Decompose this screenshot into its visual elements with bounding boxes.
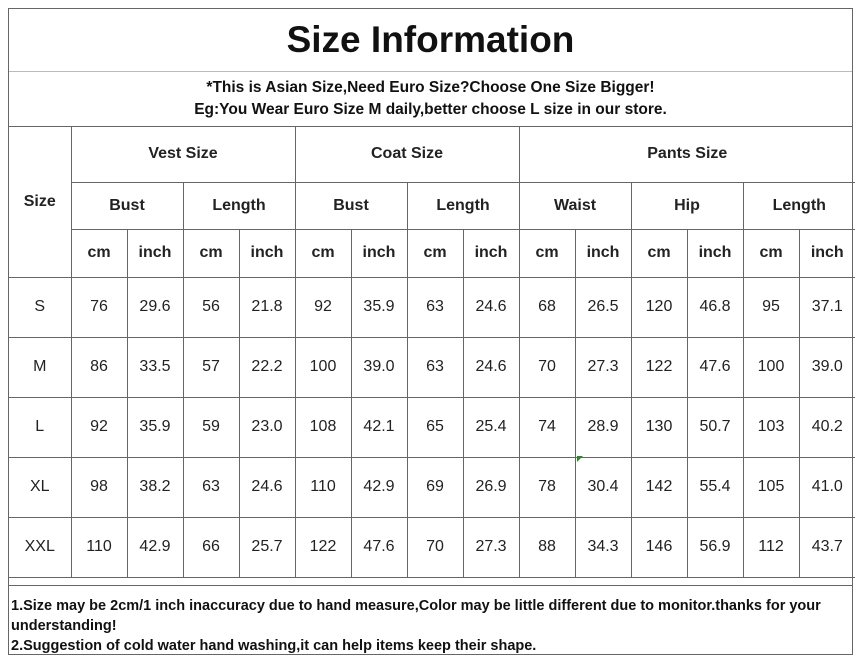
- table-cell: 47.6: [351, 517, 407, 577]
- notice-line-1: *This is Asian Size,Need Euro Size?Choose One Size Bigger!: [206, 79, 655, 96]
- table-cell: 130: [631, 397, 687, 457]
- table-cell: 22.2: [239, 337, 295, 397]
- table-cell: 122: [631, 337, 687, 397]
- table-cell: 23.0: [239, 397, 295, 457]
- table-cell: 74: [519, 397, 575, 457]
- table-cell: 39.0: [351, 337, 407, 397]
- pants-hip-header: Hip: [631, 182, 743, 229]
- unit-header: inch: [575, 229, 631, 277]
- table-cell: 42.9: [127, 517, 183, 577]
- unit-header: cm: [743, 229, 799, 277]
- unit-header: cm: [631, 229, 687, 277]
- table-cell: 46.8: [687, 277, 743, 337]
- table-cell: 42.9: [351, 457, 407, 517]
- coat-bust-header: Bust: [295, 182, 407, 229]
- table-cell: 33.5: [127, 337, 183, 397]
- table-cell: 110: [295, 457, 351, 517]
- table-cell: 24.6: [239, 457, 295, 517]
- size-column-header: Size: [9, 127, 71, 277]
- footer-note-2: 2.Suggestion of cold water hand washing,it can help items keep their shape.: [11, 638, 537, 654]
- table-cell: 120: [631, 277, 687, 337]
- vest-bust-header: Bust: [71, 182, 183, 229]
- unit-header: inch: [127, 229, 183, 277]
- unit-header: cm: [519, 229, 575, 277]
- table-cell: 26.9: [463, 457, 519, 517]
- size-notice: [9, 72, 852, 127]
- table-cell: 50.7: [687, 397, 743, 457]
- table-cell: 122: [295, 517, 351, 577]
- table-cell: 26.5: [575, 277, 631, 337]
- unit-header: inch: [799, 229, 855, 277]
- table-cell: 21.8: [239, 277, 295, 337]
- table-cell: 25.7: [239, 517, 295, 577]
- measure-header-row: [9, 182, 855, 229]
- table-cell: 34.3: [575, 517, 631, 577]
- table-cell: 69: [407, 457, 463, 517]
- table-cell: 68: [519, 277, 575, 337]
- table-cell: 112: [743, 517, 799, 577]
- table-cell: 88: [519, 517, 575, 577]
- cell-comment-marker: [577, 456, 583, 462]
- table-cell: 40.2: [799, 397, 855, 457]
- unit-header: inch: [687, 229, 743, 277]
- size-label: L: [9, 397, 71, 457]
- table-row: [9, 337, 855, 397]
- table-row: [9, 457, 855, 517]
- table-cell: 37.1: [799, 277, 855, 337]
- footer-notes: [9, 585, 852, 654]
- table-cell: 66: [183, 517, 239, 577]
- unit-header: inch: [463, 229, 519, 277]
- table-cell: 70: [407, 517, 463, 577]
- table-row: [9, 517, 855, 577]
- table-cell: 95: [743, 277, 799, 337]
- coat-length-header: Length: [407, 182, 519, 229]
- table-cell: 24.6: [463, 337, 519, 397]
- page-title: Size Information: [9, 9, 852, 72]
- pants-length-header: Length: [743, 182, 855, 229]
- table-cell: 41.0: [799, 457, 855, 517]
- table-row: [9, 397, 855, 457]
- table-cell: 70: [519, 337, 575, 397]
- vest-length-header: Length: [183, 182, 295, 229]
- table-cell: 92: [71, 397, 127, 457]
- size-label: XXL: [9, 517, 71, 577]
- unit-header-row: [9, 229, 855, 277]
- unit-header: inch: [239, 229, 295, 277]
- unit-header: cm: [407, 229, 463, 277]
- table-cell: 100: [295, 337, 351, 397]
- table-cell: 76: [71, 277, 127, 337]
- table-cell: 35.9: [127, 397, 183, 457]
- table-cell: 24.6: [463, 277, 519, 337]
- size-label: XL: [9, 457, 71, 517]
- notice-line-2: Eg:You Wear Euro Size M daily,better choose L size in our store.: [194, 101, 667, 118]
- unit-header: cm: [295, 229, 351, 277]
- table-cell: 30.4: [575, 457, 631, 517]
- table-cell: 103: [743, 397, 799, 457]
- table-row: [9, 277, 855, 337]
- table-cell: 25.4: [463, 397, 519, 457]
- table-cell: 47.6: [687, 337, 743, 397]
- table-cell: 63: [183, 457, 239, 517]
- table-cell: 142: [631, 457, 687, 517]
- size-label: M: [9, 337, 71, 397]
- table-cell: 57: [183, 337, 239, 397]
- table-cell: 108: [295, 397, 351, 457]
- table-cell: 28.9: [575, 397, 631, 457]
- size-table: [9, 127, 855, 578]
- table-cell: 78: [519, 457, 575, 517]
- unit-header: inch: [351, 229, 407, 277]
- table-cell: 35.9: [351, 277, 407, 337]
- footer-note-1: 1.Size may be 2cm/1 inch inaccuracy due to hand measure,Color may be little different due to monitor.thanks for your understanding!: [11, 598, 821, 634]
- table-cell: 110: [71, 517, 127, 577]
- table-cell: 98: [71, 457, 127, 517]
- pants-waist-header: Waist: [519, 182, 631, 229]
- table-cell: 146: [631, 517, 687, 577]
- coat-size-header: Coat Size: [295, 127, 519, 182]
- table-cell: 56.9: [687, 517, 743, 577]
- table-cell: 65: [407, 397, 463, 457]
- table-cell: 92: [295, 277, 351, 337]
- table-cell: 27.3: [575, 337, 631, 397]
- unit-header: cm: [183, 229, 239, 277]
- table-cell: 59: [183, 397, 239, 457]
- table-cell: 27.3: [463, 517, 519, 577]
- table-cell: 63: [407, 277, 463, 337]
- table-cell: 63: [407, 337, 463, 397]
- table-cell: 43.7: [799, 517, 855, 577]
- table-cell: 38.2: [127, 457, 183, 517]
- unit-header: cm: [71, 229, 127, 277]
- table-cell: 39.0: [799, 337, 855, 397]
- table-cell: 100: [743, 337, 799, 397]
- table-cell: 42.1: [351, 397, 407, 457]
- size-chart: [8, 8, 853, 655]
- table-cell: 86: [71, 337, 127, 397]
- table-cell: 55.4: [687, 457, 743, 517]
- pants-size-header: Pants Size: [519, 127, 855, 182]
- group-header-row: [9, 127, 855, 182]
- table-cell: 29.6: [127, 277, 183, 337]
- table-cell: 56: [183, 277, 239, 337]
- vest-size-header: Vest Size: [71, 127, 295, 182]
- size-label: S: [9, 277, 71, 337]
- table-cell: 105: [743, 457, 799, 517]
